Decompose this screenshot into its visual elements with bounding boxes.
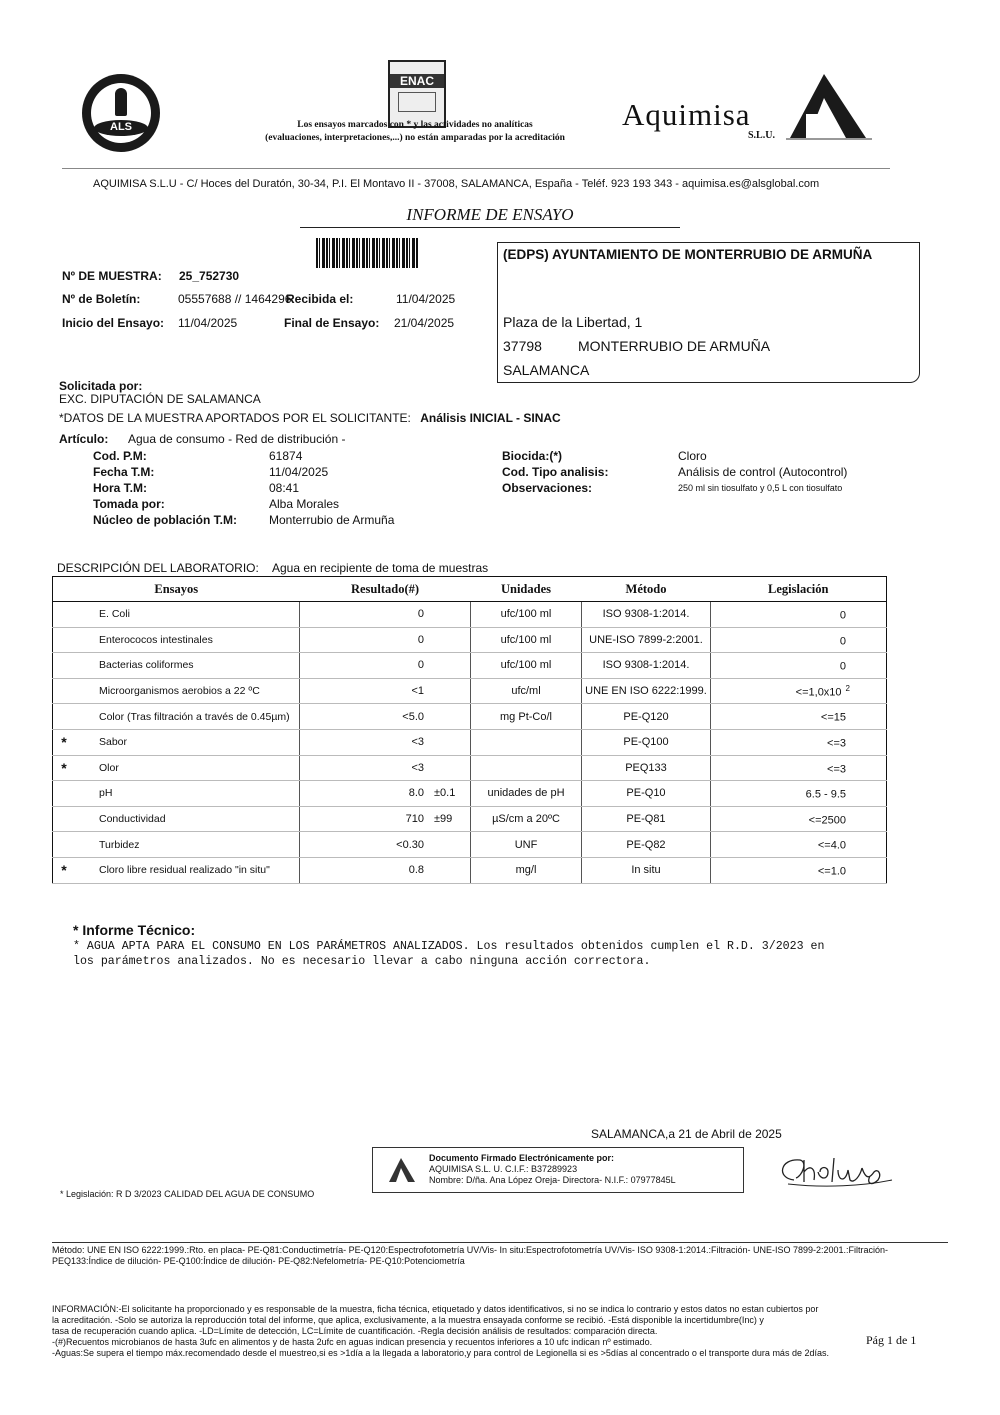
row-uncertainty-text: ±0.1 [434,787,456,800]
client-province: SALAMANCA [503,362,590,378]
row-result [300,806,435,832]
row-result-text: 0 [417,659,424,672]
field-label: Observaciones: [502,481,593,495]
row-method [582,755,711,781]
header-ensayos: Ensayos [53,577,300,602]
field-value: 61874 [269,449,303,463]
row-uncertainty [434,755,471,781]
table-row [53,704,887,730]
signature-doc-title: Documento Firmado Electrónicamente por: [429,1153,615,1163]
row-uncertainty [434,832,471,858]
info-line: INFORMACIÓN:-El solicitante ha proporcionado y es responsable de la muestra, ficha técnica, etiquetado y datos identificativos, si no se indica lo contrario y estos datos no estan cubiertos por [52,1304,819,1314]
row-test-name [75,704,300,730]
row-legislation [711,781,887,807]
info-line: -Aguas:Se supera el tiempo máx.recomendado desde el muestreo,si es >1día a la llegada a laboratorio,y para control de Legionella si es >5días al concentrado o el transporte dura más de 2días. [52,1348,829,1358]
methods-footer [52,1245,888,1267]
row-method-text: PE-Q81 [626,813,666,826]
row-method-text: UNE-ISO 7899-2:2001. [589,633,703,646]
sample-number-value: 25_752730 [179,269,240,283]
row-result-text: <3 [411,736,424,749]
row-method-text: ISO 9308-1:2014. [602,659,690,672]
row-mark [53,678,76,704]
row-legislation-text: <=3 [827,737,846,750]
row-test-name [75,857,300,883]
row-method-text: UNE EN ISO 6222:1999. [585,685,707,698]
accreditation-note-line1: Los ensayos marcados con * y las actividades no analíticas [297,120,533,130]
row-method [582,627,711,653]
bulletin-value: 05557688 // 1464296 [178,292,292,306]
table-row [53,678,887,704]
bulletin-label: Nº de Boletín: [62,292,141,306]
row-method-text: PE-Q10 [626,787,666,800]
row-legislation-exponent: 2 [845,683,850,693]
row-unit-text: unidades de pH [487,787,565,800]
field-value: Análisis de control (Autocontrol) [678,465,848,479]
enac-logo [388,60,446,128]
table-row [53,832,887,858]
table-row [53,806,887,832]
client-address: Plaza de la Libertad, 1 [503,314,643,330]
row-mark [53,653,76,679]
received-label: Recibida el: [286,292,354,306]
info-line: -(#)Recuentos microbianos de hasta 3ufc en alimentos y de hasta 2ufc en aguas indican presencia y recuentos inferiores a 10 ufc indican nº estimado. [52,1337,653,1347]
row-legislation-text: <=4.0 [817,839,846,852]
row-result [300,602,435,628]
accreditation-note-line2: (evaluaciones, interpretaciones,...) no están amparadas por la acreditación [265,133,565,143]
row-unit-text: UNF [514,838,538,851]
signature-company: AQUIMISA S.L. U. C.I.F.: B37289923 [429,1164,578,1174]
row-unit [471,781,582,807]
row-legislation [711,806,887,832]
row-result-text: <3 [411,761,424,774]
row-test-name [75,806,300,832]
header-legislacion: Legislación [711,577,887,602]
row-result-text: 8.0 [408,787,424,800]
end-date-label: Final de Ensayo: [284,316,380,330]
data-note: *DATOS DE LA MUESTRA APORTADOS POR EL SOLICITANTE: [59,411,411,425]
client-city: MONTERRUBIO DE ARMUÑA [578,338,771,354]
brand-suffix: S.L.U. [748,130,775,141]
header-unidades: Unidades [471,577,582,602]
legislation-note: * Legislación: R D 3/2023 CALIDAD DEL AGUA DE CONSUMO [60,1189,315,1199]
client-box [497,242,920,383]
table-row [53,602,887,628]
row-result-text: 0 [417,608,424,621]
header-metodo: Método [582,577,711,602]
row-test-name [75,729,300,755]
row-legislation [711,678,887,704]
row-uncertainty [434,781,471,807]
row-mark [53,704,76,730]
signature-signer: Nombre: D/ña. Ana López Oreja- Directora- N.I.F.: 07977845L [429,1175,676,1185]
row-legislation-text: 6.5 - 9.5 [805,788,846,801]
field-label: Fecha T.M: [93,465,155,479]
technical-report-line1: * AGUA APTA PARA EL CONSUMO EN LOS PARÁMETROS ANALIZADOS. Los resultados obtenidos cumplen el R.D. 3/2023 en [73,940,825,953]
analysis-type: Análisis INICIAL - SINAC [420,411,561,425]
page-number: Pág 1 de 1 [866,1333,917,1347]
row-mark-text: * [61,862,67,879]
table-row [53,857,887,883]
row-unit-text: µS/cm a 20ºC [492,813,560,826]
results-table [52,576,887,884]
row-unit [471,806,582,832]
row-test-name [75,653,300,679]
row-legislation-text: 0 [839,660,846,673]
row-mark [53,781,76,807]
row-method [582,704,711,730]
row-unit [471,857,582,883]
row-method-text: In situ [631,864,661,877]
row-result-text: 710 [405,813,424,826]
methods-line2: PEQ133:Índice de dilución- PE-Q100:Índice de dilución- PE-Q82:Nefelometría- PE-Q10:Potenciometría [52,1256,465,1266]
accreditation-note [230,119,600,145]
row-legislation [711,704,887,730]
row-result-text: <5.0 [402,710,424,723]
row-mark [53,857,76,883]
row-result [300,857,435,883]
report-title: INFORME DE ENSAYO [300,205,680,228]
row-test-name-text: Conductividad [99,813,166,826]
technical-report-line2: los parámetros analizados. No es necesario llevar a cabo ninguna acción correctora. [73,955,651,968]
requested-by-value: EXC. DIPUTACIÓN DE SALAMANCA [59,392,261,406]
client-postal-code: 37798 [503,338,542,354]
table-row [53,653,887,679]
table-row [53,627,887,653]
row-test-name-text: Sabor [99,736,128,749]
row-method [582,653,711,679]
row-unit-text: ufc/100 ml [500,608,552,621]
sample-number-label: Nº DE MUESTRA: [62,269,162,283]
row-test-name [75,602,300,628]
row-method-text: PE-Q120 [623,710,669,723]
row-result-text: 0 [417,633,424,646]
lab-description-value: Agua en recipiente de toma de muestras [272,561,489,575]
field-value: Monterrubio de Armuña [269,513,395,527]
als-logo-text: ALS [110,121,132,133]
row-legislation [711,755,887,781]
row-unit [471,627,582,653]
row-mark [53,729,76,755]
row-method [582,602,711,628]
row-uncertainty [434,627,471,653]
row-uncertainty [434,678,471,704]
table-row [53,781,887,807]
row-unit [471,678,582,704]
row-result-text: <0.30 [396,838,424,851]
signature-box [372,1147,744,1193]
sample-fields-right [502,448,847,496]
row-legislation [711,627,887,653]
field-value: 250 ml sin tiosulfato y 0,5 L con tiosulfato [678,483,843,493]
enac-text: ENAC [390,74,444,88]
field-value: 08:41 [269,481,300,495]
row-uncertainty-text: ±99 [434,813,453,826]
row-result-text: <1 [411,685,424,698]
row-unit-text: ufc/100 ml [500,659,552,672]
technical-report-text [73,939,824,969]
row-mark [53,832,76,858]
client-name: (EDPS) AYUNTAMIENTO DE MONTERRUBIO DE ARMUÑA [503,247,873,262]
info-footer [52,1304,829,1359]
row-unit [471,602,582,628]
row-method [582,781,711,807]
row-uncertainty [434,806,471,832]
table-row [53,755,887,781]
field-label: Cod. P.M: [93,449,147,463]
field-label: Hora T.M: [93,481,147,495]
row-result [300,832,435,858]
row-unit [471,729,582,755]
field-label: Tomada por: [93,497,165,511]
row-uncertainty [434,857,471,883]
aquimisa-triangle-icon [786,70,872,142]
row-unit-text: ufc/ml [511,685,541,698]
received-value: 11/04/2025 [396,292,456,306]
field-value: Cloro [678,449,707,463]
place-date: SALAMANCA,a 21 de Abril de 2025 [591,1127,782,1141]
row-result [300,704,435,730]
handwritten-signature [774,1150,898,1192]
row-uncertainty [434,653,471,679]
row-legislation [711,857,887,883]
row-method-text: ISO 9308-1:2014. [602,608,690,621]
brand-name: Aquimisa [622,97,751,132]
row-method-text: PE-Q100 [623,736,669,749]
sample-fields-left [93,448,394,528]
als-logo [82,74,160,152]
row-unit [471,704,582,730]
row-method [582,729,711,755]
field-label: Núcleo de población T.M: [93,513,238,527]
row-mark [53,627,76,653]
row-unit-text: ufc/100 ml [500,633,552,646]
table-row [53,729,887,755]
row-result-text: 0.8 [408,864,424,877]
table-header-row [53,577,887,602]
row-test-name-text: Turbidez [99,838,140,851]
info-line: tasa de recuperación cuando aplica. -LD=Límite de detección, LC=Límite de cuantificación. -Regla decisión análisis de resultados: comparación directa. [52,1326,658,1336]
row-legislation-text: <=1,0x10 [795,686,842,699]
aquimisa-triangle-icon [387,1156,417,1184]
row-method [582,832,711,858]
row-test-name [75,755,300,781]
start-date-label: Inicio del Ensayo: [62,316,165,330]
row-legislation [711,602,887,628]
row-unit [471,653,582,679]
row-legislation-text: <=1.0 [817,865,846,878]
row-test-name-text: Enterococos intestinales [99,633,213,646]
row-method-text: PE-Q82 [626,838,666,851]
row-test-name [75,627,300,653]
row-result [300,729,435,755]
row-uncertainty [434,729,471,755]
row-test-name-text: Color (Tras filtración a través de 0.45µm) [99,710,290,723]
row-unit [471,832,582,858]
company-address: AQUIMISA S.L.U - C/ Hoces del Duratón, 30-34, P.I. El Montavo II - 37008, SALAMANCA, España - Teléf. 923 193 343 - aquimisa.es@alsglobal.com [93,178,820,190]
row-test-name-text: pH [99,787,113,800]
row-test-name [75,678,300,704]
row-legislation-text: <=15 [820,712,846,724]
row-legislation-text: <=2500 [808,814,846,827]
row-unit-text: mg/l [515,864,537,877]
row-method-text: PEQ133 [625,761,667,774]
row-mark-text: * [61,759,67,776]
row-legislation-text: 0 [839,635,846,648]
header-resultado: Resultado(#) [300,577,471,602]
row-test-name [75,832,300,858]
row-unit [471,755,582,781]
lab-description-label: DESCRIPCIÓN DEL LABORATORIO: [57,561,259,575]
row-test-name-text: E. Coli [99,608,130,621]
row-method [582,678,711,704]
row-mark [53,755,76,781]
article-value: Agua de consumo - Red de distribución - [128,432,346,446]
row-test-name-text: Microorganismos aerobios a 22 ºC [99,685,260,698]
row-result [300,678,435,704]
row-result [300,627,435,653]
methods-line1: Método: UNE EN ISO 6222:1999.:Rto. en placa- PE-Q81:Conductimetría- PE-Q120:Espectrofotometría UV/Vis- In situ:Espectrofotometría UV/Vis- ISO 9308-1:2014.:Filtración- UNE-ISO 7899-2:2001.:Filtración- [52,1245,889,1255]
info-line: la acreditación. -Solo se autoriza la reproducción total del informe, que aplica, exclusivamente, a la muestra ensayada conforme se recibió. -Está disponible la incertidumbre(Inc) y [52,1315,764,1325]
row-legislation [711,729,887,755]
field-label: Cod. Tipo analisis: [502,465,609,479]
row-mark [53,806,76,832]
row-legislation-text: 0 [839,609,846,622]
row-result [300,653,435,679]
row-legislation-text: <=3 [827,763,846,776]
field-label: Biocida:(*) [502,449,562,463]
row-result [300,781,435,807]
end-date-value: 21/04/2025 [394,316,455,330]
row-result [300,755,435,781]
row-test-name-text: Bacterias coliformes [99,659,194,672]
technical-report-title: * Informe Técnico: [73,922,196,938]
row-method [582,857,711,883]
requested-by-label: Solicitada por: [59,379,143,393]
row-uncertainty [434,704,471,730]
row-method [582,806,711,832]
row-legislation [711,832,887,858]
field-value: 11/04/2025 [269,465,329,479]
barcode [316,238,418,268]
row-mark [53,602,76,628]
footer-divider [52,1242,948,1243]
header-divider [62,168,890,169]
row-legislation [711,653,887,679]
row-uncertainty [434,602,471,628]
row-mark-text: * [61,734,67,751]
row-test-name-text: Olor [99,761,119,774]
row-test-name [75,781,300,807]
row-unit-text: mg Pt-Co/l [500,710,552,723]
start-date-value: 11/04/2025 [178,316,238,330]
article-label: Artículo: [59,432,109,446]
row-test-name-text: Cloro libre residual realizado "in situ" [99,864,270,877]
field-value: Alba Morales [269,497,340,511]
